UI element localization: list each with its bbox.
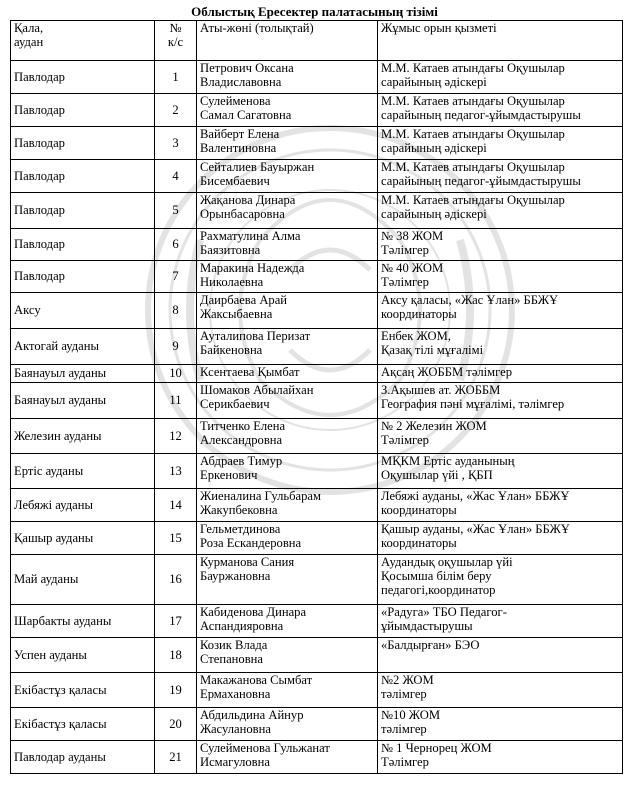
name-cell-line: Николаевна: [200, 275, 264, 290]
name-cell: [197, 419, 378, 454]
city-cell: [11, 489, 155, 522]
table-row: [11, 261, 623, 293]
name-cell: [197, 229, 378, 261]
city-cell-line: Павлодар: [14, 69, 65, 84]
work-cell-line: сарайының әдіскері: [381, 207, 487, 222]
work-cell: [378, 708, 623, 741]
name-cell-line: Бисембаевич: [200, 174, 270, 189]
city-cell-line: Павлодар: [14, 237, 65, 252]
name-cell-line: Ермахановна: [200, 687, 271, 702]
name-cell: [197, 261, 378, 293]
name-cell-line: Исмагуловна: [200, 755, 270, 770]
city-cell: [11, 160, 155, 193]
table-row: [11, 193, 623, 229]
work-cell: [378, 365, 623, 383]
work-cell-line: координаторы: [381, 307, 457, 322]
name-cell-line: Жиеналина Гульбарам: [200, 489, 321, 503]
number-cell-line: 21: [169, 749, 182, 764]
name-cell: [197, 555, 378, 605]
work-cell-line: Оқушылар үйі , ҚБП: [381, 468, 493, 483]
number-cell: [155, 127, 197, 160]
city-cell: [11, 454, 155, 489]
city-cell: [11, 229, 155, 261]
table-row: [11, 229, 623, 261]
name-cell-line: Еркенович: [200, 468, 258, 483]
number-cell: [155, 365, 197, 383]
city-cell-line: Павлодар: [14, 168, 65, 183]
number-cell: [155, 741, 197, 774]
name-cell-line: Александровна: [200, 433, 283, 448]
name-cell-line: Гельметдинова: [200, 522, 281, 536]
name-cell: [197, 365, 378, 383]
name-cell-line: Рахматулина Алма: [200, 229, 301, 243]
city-cell: [11, 261, 155, 293]
name-cell-line: Ксентаева Қымбат: [200, 365, 300, 379]
number-cell: [155, 160, 197, 193]
number-cell: [155, 293, 197, 329]
work-cell-line: сарайының педагог-ұйымдастырушы: [381, 174, 581, 189]
number-cell-line: 11: [169, 393, 182, 408]
name-cell-line: Жакупбековна: [200, 503, 278, 518]
name-cell: [197, 708, 378, 741]
table-row: [11, 94, 623, 127]
city-cell: [11, 605, 155, 638]
header-num-line: №: [169, 21, 182, 35]
name-cell: [197, 94, 378, 127]
table-row: [11, 293, 623, 329]
number-cell-line: 20: [169, 716, 182, 731]
number-cell-line: 19: [169, 682, 182, 697]
number-cell: [155, 555, 197, 605]
work-cell-line: № 2 Железин ЖОМ: [381, 419, 487, 433]
name-cell-line: Жасулановна: [200, 722, 271, 737]
number-cell-line: 17: [169, 613, 182, 628]
table-row: [11, 329, 623, 365]
table-row: [11, 741, 623, 774]
work-cell-line: Қосымша білім беру: [381, 569, 492, 584]
work-cell-line: Енбек ЖОМ,: [381, 329, 451, 343]
name-cell-line: Валентиновна: [200, 141, 277, 156]
work-cell-line: Аудандық оқушылар үйі: [381, 555, 513, 569]
work-cell-line: М.М. Катаев атындағы Оқушылар: [381, 61, 565, 75]
work-cell-line: Ақсаң ЖОББМ тәлімгер: [381, 365, 513, 379]
header-num-line: к/с: [167, 35, 184, 50]
city-cell: [11, 522, 155, 555]
work-cell: [378, 193, 623, 229]
work-cell: [378, 261, 623, 293]
name-cell: [197, 383, 378, 419]
city-cell-line: Павлодар: [14, 102, 65, 117]
name-cell-line: Ауталипова Перизат: [200, 329, 311, 343]
work-cell: [378, 61, 623, 94]
work-cell: [378, 94, 623, 127]
number-cell-line: 5: [172, 203, 179, 218]
number-cell-line: 1: [172, 69, 179, 84]
name-cell: [197, 605, 378, 638]
table-row: [11, 522, 623, 555]
work-cell: [378, 638, 623, 673]
city-cell-line: Шарбакты ауданы: [14, 613, 112, 628]
work-cell-line: сарайының әдіскері: [381, 75, 487, 90]
work-cell-line: сарайының педагог-ұйымдастырушы: [381, 108, 581, 123]
name-cell-line: Петрович Оксана: [200, 61, 294, 75]
work-cell: [378, 229, 623, 261]
work-cell-line: Тәлімгер: [381, 275, 429, 290]
header-name: [197, 21, 378, 61]
name-cell-line: Сейталиев Бауыржан: [200, 160, 315, 174]
city-cell-line: Май ауданы: [14, 572, 79, 587]
number-cell: [155, 638, 197, 673]
name-cell: [197, 127, 378, 160]
name-cell-line: Жақанова Динара: [200, 193, 296, 207]
name-cell-line: Сулейменова Гульжанат: [200, 741, 330, 755]
number-cell-line: 4: [172, 168, 179, 183]
header-city-line: аудан: [14, 35, 44, 50]
city-cell: [11, 127, 155, 160]
header-city-line: Қала,: [14, 21, 44, 35]
name-cell-line: Вайберт Елена: [200, 127, 280, 141]
number-cell-line: 8: [172, 303, 179, 318]
work-cell-line: География пәні мұғалімі, тәлімгер: [381, 397, 565, 412]
work-cell-line: Тәлімгер: [381, 433, 429, 448]
name-cell: [197, 489, 378, 522]
name-cell: [197, 160, 378, 193]
name-cell-line: Сулейменова: [200, 94, 271, 108]
work-cell-line: МҚКМ Ертіс ауданының: [381, 454, 515, 468]
work-cell-line: координаторы: [381, 503, 457, 518]
city-cell: [11, 329, 155, 365]
city-cell: [11, 741, 155, 774]
city-cell-line: Актогай ауданы: [14, 339, 99, 354]
number-cell: [155, 454, 197, 489]
table-row: [11, 708, 623, 741]
work-cell: [378, 555, 623, 605]
city-cell-line: Ертіс ауданы: [14, 463, 84, 478]
city-cell-line: Павлодар: [14, 135, 65, 150]
name-cell: [197, 741, 378, 774]
name-cell-line: Маракина Надежда: [200, 261, 305, 275]
name-cell: [197, 454, 378, 489]
work-cell: [378, 127, 623, 160]
number-cell-line: 10: [169, 366, 182, 381]
city-cell: [11, 555, 155, 605]
table-row: [11, 454, 623, 489]
table-row: [11, 673, 623, 708]
name-cell-line: Жаксыбаевна: [200, 307, 273, 322]
work-cell-line: координаторы: [381, 536, 457, 551]
name-cell-line: Кабиденова Динара: [200, 605, 307, 619]
work-cell-line: Қазақ тілі мұғалімі: [381, 343, 484, 358]
number-cell: [155, 419, 197, 454]
city-cell: [11, 365, 155, 383]
city-cell: [11, 708, 155, 741]
header-city: [11, 21, 155, 61]
name-cell-line: Абдраев Тимур: [200, 454, 283, 468]
table-row: [11, 383, 623, 419]
number-cell: [155, 61, 197, 94]
work-cell: [378, 383, 623, 419]
city-cell-line: Павлодар: [14, 203, 65, 218]
name-cell-line: Орынбасаровна: [200, 207, 285, 222]
header-work-line: Жұмыс орын қызметі: [381, 21, 497, 35]
city-cell-line: Аксу: [14, 303, 41, 318]
name-cell-line: Козик Влада: [200, 638, 268, 652]
name-cell-line: Баязитовна: [200, 243, 261, 258]
city-cell-line: Қашыр ауданы: [14, 530, 94, 545]
city-cell: [11, 94, 155, 127]
city-cell-line: Баянауыл ауданы: [14, 393, 107, 408]
number-cell: [155, 193, 197, 229]
work-cell-line: З.Ақышев ат. ЖОББМ: [381, 383, 501, 397]
work-cell-line: № 1 Чернорец ЖОМ: [381, 741, 492, 755]
work-cell: [378, 419, 623, 454]
city-cell: [11, 293, 155, 329]
work-cell: [378, 605, 623, 638]
number-cell-line: 9: [172, 339, 179, 354]
city-cell: [11, 419, 155, 454]
name-cell-line: Байкеновна: [200, 343, 263, 358]
name-cell-line: Абдильдина Айнур: [200, 708, 304, 722]
name-cell-line: Степановна: [200, 652, 263, 667]
name-cell: [197, 293, 378, 329]
work-cell: [378, 522, 623, 555]
number-cell-line: 14: [169, 497, 182, 512]
header-num: [155, 21, 197, 61]
number-cell-line: 7: [172, 269, 179, 284]
city-cell: [11, 383, 155, 419]
number-cell: [155, 673, 197, 708]
work-cell-line: Тәлімгер: [381, 243, 429, 258]
number-cell-line: 12: [169, 428, 182, 443]
city-cell-line: Железин ауданы: [14, 428, 102, 443]
number-cell-line: 6: [172, 237, 179, 252]
number-cell: [155, 522, 197, 555]
work-cell: [378, 673, 623, 708]
name-cell: [197, 193, 378, 229]
city-cell: [11, 638, 155, 673]
name-cell: [197, 61, 378, 94]
header-name-line: Аты-жөні (толықтай): [200, 21, 314, 35]
work-cell-line: № 38 ЖОМ: [381, 229, 444, 243]
page-title: Облыстық Ересектер палатасының тізімі: [191, 4, 438, 19]
city-cell-line: Павлодар ауданы: [14, 749, 106, 764]
name-cell-line: Владиславовна: [200, 75, 282, 90]
work-cell-line: № 40 ЖОМ: [381, 261, 444, 275]
number-cell-line: 18: [169, 647, 182, 662]
name-cell-line: Даирбаева Арай: [200, 293, 288, 307]
number-cell: [155, 605, 197, 638]
work-cell-line: педагогі,координатор: [381, 583, 496, 598]
work-cell-line: тәлімгер: [381, 687, 427, 702]
name-cell: [197, 329, 378, 365]
number-cell-line: 16: [169, 572, 182, 587]
header-row: [11, 21, 623, 61]
number-cell: [155, 489, 197, 522]
table-row: [11, 489, 623, 522]
number-cell: [155, 261, 197, 293]
work-cell-line: Қашыр ауданы, «Жас Ұлан» ББЖҰ: [381, 522, 570, 536]
city-cell-line: Павлодар: [14, 269, 65, 284]
table-row: [11, 555, 623, 605]
table-row: [11, 127, 623, 160]
work-cell: [378, 489, 623, 522]
work-cell-line: «Радуга» ТБО Педагог-: [381, 605, 507, 619]
name-cell-line: Курманова Сания: [200, 555, 295, 569]
work-cell-line: №2 ЖОМ: [381, 673, 434, 687]
work-cell-line: «Балдырған» БЭО: [381, 638, 480, 652]
table-row: [11, 605, 623, 638]
city-cell-line: Баянауыл ауданы: [14, 366, 107, 381]
number-cell: [155, 708, 197, 741]
work-cell-line: сарайының әдіскері: [381, 141, 487, 156]
number-cell: [155, 94, 197, 127]
members-table: [10, 20, 623, 774]
city-cell-line: Екібастұз қаласы: [14, 716, 107, 731]
work-cell-line: Аксу қаласы, «Жас Ұлан» ББЖҰ: [381, 293, 559, 307]
name-cell-line: Аспандияровна: [200, 619, 284, 634]
city-cell: [11, 61, 155, 94]
city-cell-line: Успен ауданы: [14, 647, 87, 662]
name-cell-line: Бауржановна: [200, 569, 271, 584]
number-cell: [155, 383, 197, 419]
number-cell-line: 2: [172, 102, 179, 117]
city-cell-line: Екібастұз қаласы: [14, 682, 107, 697]
number-cell-line: 13: [169, 463, 182, 478]
work-cell-line: тәлімгер: [381, 722, 427, 737]
name-cell-line: Самал Сагатовна: [200, 108, 292, 123]
name-cell: [197, 638, 378, 673]
city-cell: [11, 673, 155, 708]
table-row: [11, 638, 623, 673]
name-cell-line: Макажанова Сымбат: [200, 673, 313, 687]
name-cell: [197, 673, 378, 708]
work-cell-line: ұйымдастырушы: [381, 619, 473, 634]
table-row: [11, 365, 623, 383]
work-cell-line: М.М. Катаев атындағы Оқушылар: [381, 127, 565, 141]
work-cell: [378, 293, 623, 329]
work-cell: [378, 454, 623, 489]
number-cell-line: 3: [172, 135, 179, 150]
name-cell-line: Шомаков Абылайхан: [200, 383, 314, 397]
work-cell-line: Лебяжі ауданы, «Жас Ұлан» ББЖҰ: [381, 489, 570, 503]
work-cell-line: М.М. Катаев атындағы Оқушылар: [381, 193, 565, 207]
name-cell-line: Титченко Елена: [200, 419, 286, 433]
work-cell-line: М.М. Катаев атындағы Оқушылар: [381, 94, 565, 108]
work-cell: [378, 329, 623, 365]
table-row: [11, 61, 623, 94]
work-cell-line: М.М. Катаев атындағы Оқушылар: [381, 160, 565, 174]
table-row: [11, 160, 623, 193]
header-work: [378, 21, 623, 61]
work-cell-line: №10 ЖОМ: [381, 708, 441, 722]
name-cell-line: Роза Ескандеровна: [200, 536, 302, 551]
number-cell-line: 15: [169, 530, 182, 545]
table-row: [11, 419, 623, 454]
work-cell: [378, 160, 623, 193]
work-cell-line: Тәлімгер: [381, 755, 429, 770]
work-cell: [378, 741, 623, 774]
city-cell-line: Лебяжі ауданы: [14, 497, 93, 512]
name-cell: [197, 522, 378, 555]
name-cell-line: Серикбаевич: [200, 397, 270, 412]
city-cell: [11, 193, 155, 229]
number-cell: [155, 229, 197, 261]
number-cell: [155, 329, 197, 365]
